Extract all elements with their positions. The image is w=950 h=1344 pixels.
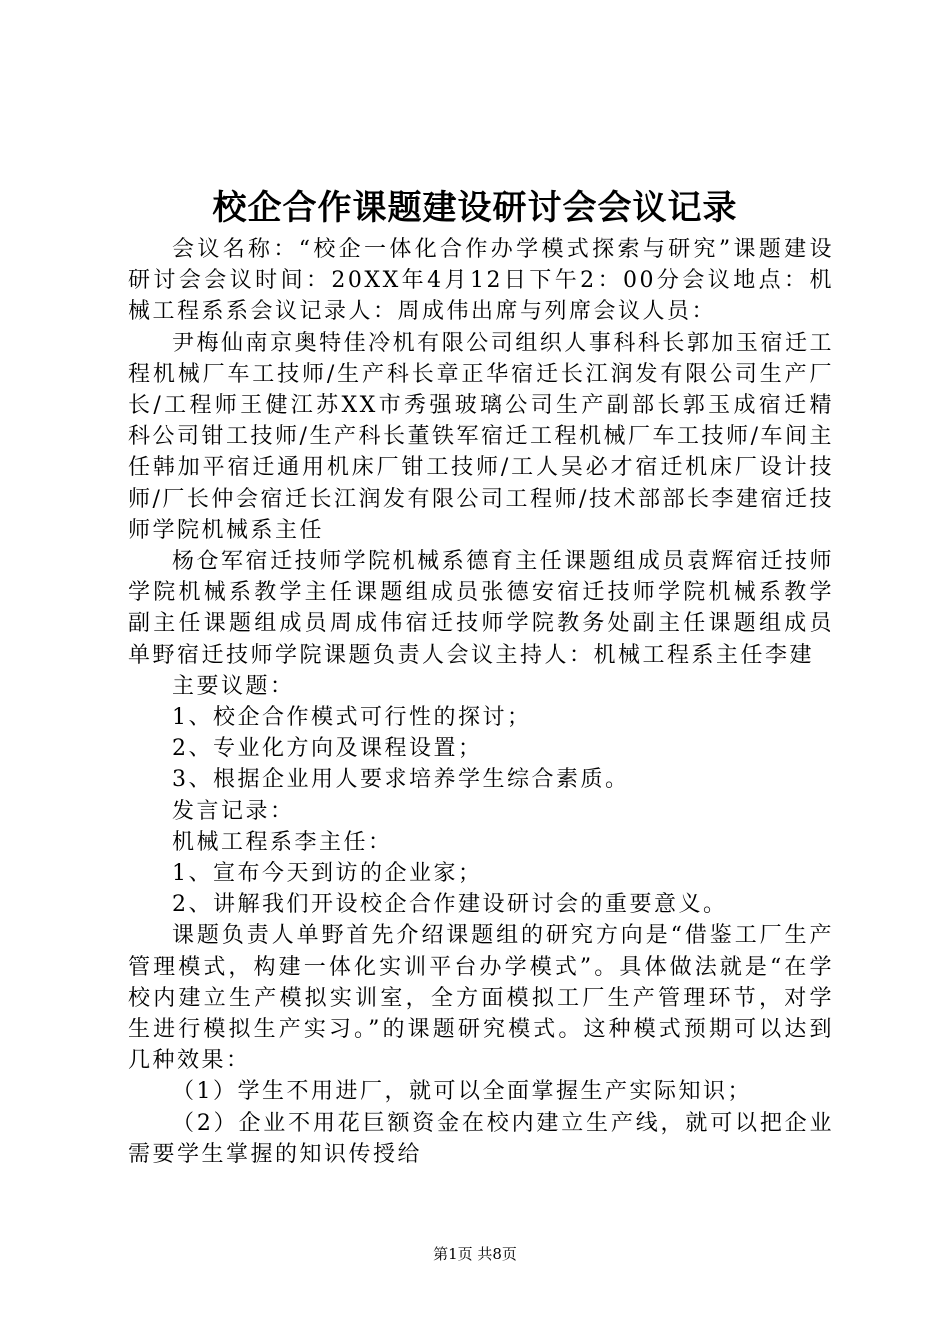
paragraph-speaker: 机械工程系李主任：	[172, 829, 393, 855]
paragraph-speech-heading: 发言记录：	[172, 798, 295, 824]
document-body	[128, 234, 834, 1170]
paragraph-main-topics-heading: 主要议题：	[172, 673, 295, 699]
document-title: 校企合作课题建设研讨会会议记录	[212, 188, 738, 228]
paragraph-topic-3: 3、根据企业用人要求培养学生综合素质。	[172, 767, 630, 793]
paragraph-effect-1: （1）学生不用进厂，就可以全面掌握生产实际知识；	[172, 1079, 752, 1105]
paragraph-research-direction: 课题负责人单野首先介绍课题组的研究方向是“借鉴工厂生产管理模式，构建一体化实训平台办学模式”。具体做法就是“在学校内建立生产模拟实训室，全方面模拟工厂生产管理环节，对学生进行模拟生产实习。”的课题研究模式。这种模式预期可以达到几种效果：	[128, 923, 834, 1074]
paragraph-attendees-1: 尹梅仙南京奥特佳冷机有限公司组织人事科科长郭加玉宿迁工程机械厂车工技师/生产科长章正华宿迁长江润发有限公司生产厂长/工程师王健江苏XX市秀强玻璃公司生产副部长郭玉成宿迁精科公司钳工技师/生产科长董铁军宿迁工程机械厂车工技师/车间主任韩加平宿迁通用机床厂钳工技师/工人吴必才宿迁机床厂设计技师/厂长仲会宿迁长江润发有限公司工程师/技术部部长李建宿迁技师学院机械系主任	[128, 330, 834, 543]
paragraph-attendees-2: 杨仓军宿迁技师学院机械系德育主任课题组成员袁辉宿迁技师学院机械系教学主任课题组成员张德安宿迁技师学院机械系教学副主任课题组成员周成伟宿迁技师学院教务处副主任课题组成员单野宿迁技师学院课题负责人会议主持人：机械工程系主任李建	[128, 549, 834, 668]
paragraph-topic-2: 2、专业化方向及课程设置；	[172, 736, 483, 762]
paragraph-meeting-info: 会议名称：“校企一体化合作办学模式探索与研究”课题建设研讨会会议时间：20XX年4月12日下午2：00分会议地点：机械工程系系会议记录人：周成伟出席与列席会议人员：	[128, 237, 834, 325]
paragraph-effect-2: （2）企业不用花巨额资金在校内建立生产线，就可以把企业需要学生掌握的知识传授给	[128, 1110, 834, 1167]
paragraph-speech-item-2: 2、讲解我们开设校企合作建设研讨会的重要意义。	[172, 892, 728, 918]
paragraph-speech-item-1: 1、宣布今天到访的企业家；	[172, 861, 483, 887]
page-footer: 第1页 共8页	[433, 1245, 517, 1263]
paragraph-topic-1: 1、校企合作模式可行性的探讨；	[172, 705, 532, 731]
